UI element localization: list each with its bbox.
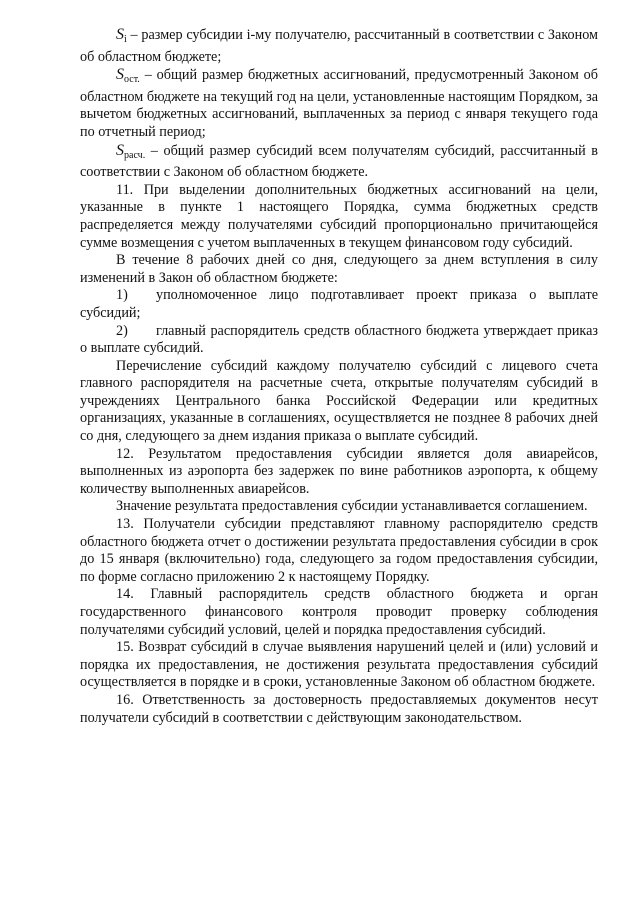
definition-si: $S_i$ – размер субсидии i-му получателю, рассчитанный в соответствии с Законом об областном бюджете; [80, 26, 598, 65]
definition-srasch: $S_{расч.}$ – общий размер субсидий всем получателям субсидий, рассчитанный в соответствии с Законом об областном бюджете. [80, 141, 598, 181]
paragraph-14: 14. Главный распорядитель средств областного бюджета и орган государственного финансового контроля проводит проверку соблюдения получателями субсидий условий, целей и порядка предоставления субсидий. [80, 586, 598, 638]
paragraph-11-deadline: В течение 8 рабочих дней со дня, следующего за днем вступления в силу изменений в Закон об областном бюджете: [80, 252, 598, 286]
list-item-1: 1) уполномоченное лицо подготавливает проект приказа о выплате субсидий; [80, 287, 598, 321]
definition-sost: $S_{ост.}$ – общий размер бюджетных ассигнований, предусмотренный Законом об областном бюджете на текущий год на цели, установленные настоящим Порядком, за вычетом бюджетных ассигнований, выплаченных за период с января текущего года по отчетный период; [80, 66, 598, 140]
paragraph-12: 12. Результатом предоставления субсидии является доля авиарейсов, выполненных из аэропорта без задержек по вине работников аэропорта, к общему количеству выполненных авиарейсов. [80, 445, 598, 497]
paragraph-12-value: Значение результата предоставления субсидии устанавливается соглашением. [116, 498, 588, 515]
list-item-2: 2) главный распорядитель средств областного бюджета утверждает приказ о выплате субсидий. [80, 322, 598, 357]
paragraph-15: 15. Возврат субсидий в случае выявления нарушений целей и (или) условий и порядка их предоставления, не достижения результата предоставления субсидий осуществляется в порядке и в сроки, установленные Законом об областном бюджете. [80, 639, 598, 691]
symbol: $S_{расч.}$ [116, 141, 146, 161]
paragraph-13: 13. Получатели субсидии представляют главному распорядителю средств областного бюджета отчет о достижении результата предоставления субсидии в срок до 15 января (включительно) года, следующего за годом предоставления субсидии, по форме согласно приложению 2 к настоящему Порядку. [80, 516, 598, 585]
symbol: $S_i$ [116, 26, 127, 45]
paragraph-11: 11. При выделении дополнительных бюджетных ассигнований на цели, указанные в пункте 1 настоящего Порядка, сумма бюджетных средств распределяется между получателями субсидий пропорционально причитающейся сумме возмещения с учетом выплаченных в текущем финансовом году субсидий. [80, 181, 598, 251]
paragraph-11-transfer: Перечисление субсидий каждому получателю субсидий с лицевого счета главного распорядителя на расчетные счета, открытые получателям субсидий в учреждениях Центрального банка Российской Федерации или кредитных организациях, указанные в соглашениях, осуществляется не позднее 8 рабочих дней со дня, следующего за днем издания приказа о выплате субсидий. [80, 357, 598, 445]
paragraph-16: 16. Ответственность за достоверность предоставляемых документов несут получатели субсидий в соответствии с действующим законодательством. [80, 691, 598, 726]
symbol: $S_{ост.}$ [116, 66, 140, 86]
